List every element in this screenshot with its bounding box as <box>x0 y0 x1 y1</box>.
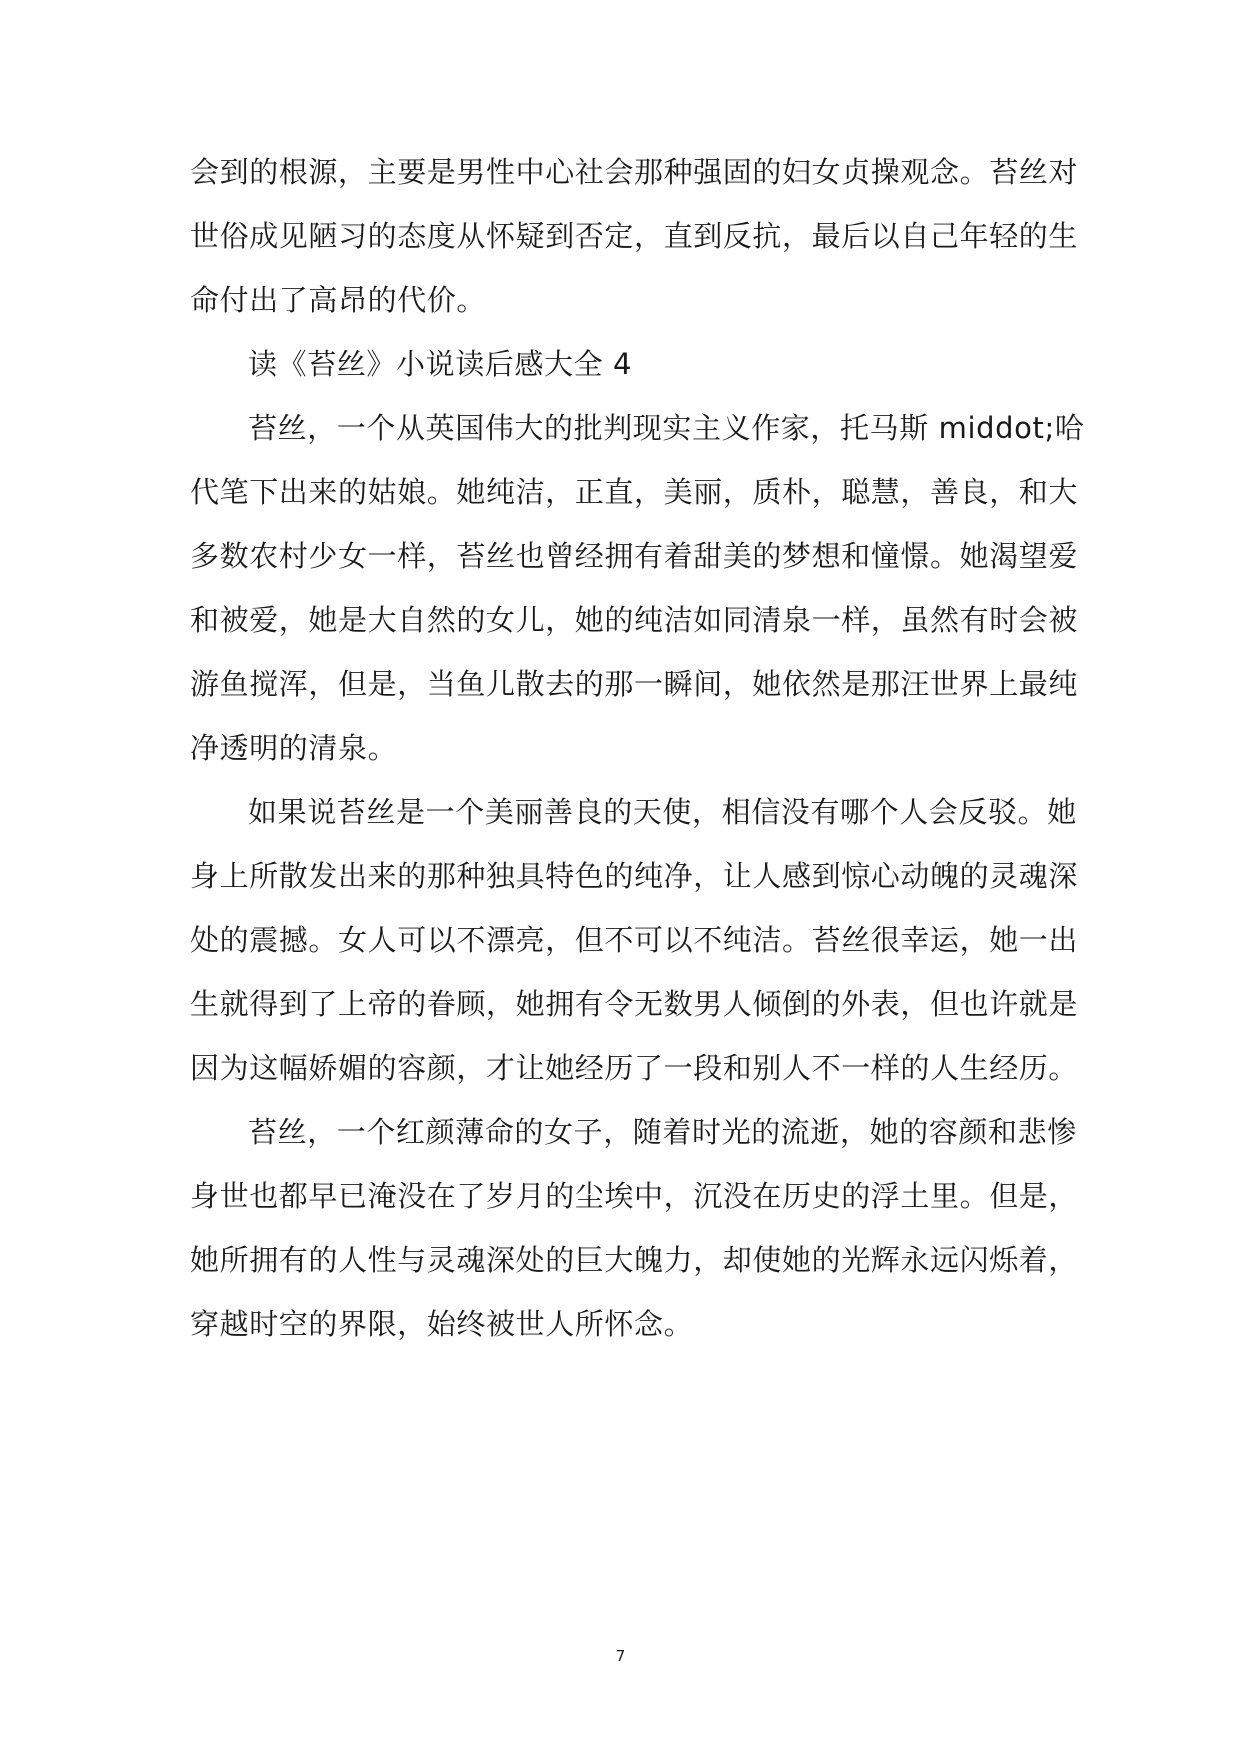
text-line: 身世也都早已淹没在了岁月的尘埃中，沉没在历史的浮土里。但是， <box>190 1179 1079 1213</box>
section-heading: 读《苔丝》小说读后感大全 4 <box>248 347 633 381</box>
body-text <box>190 140 1085 1356</box>
text-line: 如果说苔丝是一个美丽善良的天使，相信没有哪个人会反驳。她 <box>248 795 1077 829</box>
text-line: 多数农村少女一样，苔丝也曾经拥有着甜美的梦想和憧憬。她渴望爱 <box>190 539 1079 573</box>
text-line: 代笔下出来的姑娘。她纯洁，正直，美丽，质朴，聪慧，善良，和大 <box>190 475 1079 509</box>
text-line: 她所拥有的人性与灵魂深处的巨大魄力，却使她的光辉永远闪烁着， <box>190 1243 1079 1277</box>
text-line: 命付出了高昂的代价。 <box>190 283 487 317</box>
text-line: 身上所散发出来的那种独具特色的纯净，让人感到惊心动魄的灵魂深 <box>190 859 1079 893</box>
text-line: 苔丝，一个红颜薄命的女子，随着时光的流逝，她的容颜和悲惨 <box>248 1115 1077 1149</box>
text-line: 苔丝，一个从英国伟大的批判现实主义作家，托马斯 middot;哈 <box>248 411 1085 445</box>
text-line: 游鱼搅浑，但是，当鱼儿散去的那一瞬间，她依然是那汪世界上最纯 <box>190 667 1079 701</box>
text-line: 净透明的清泉。 <box>190 731 398 765</box>
text-line: 处的震撼。女人可以不漂亮，但不可以不纯洁。苔丝很幸运，她一出 <box>190 923 1079 957</box>
page-number: 7 <box>615 1647 626 1665</box>
text-line: 和被爱，她是大自然的女儿，她的纯洁如同清泉一样，虽然有时会被 <box>190 603 1079 637</box>
text-line: 世俗成见陋习的态度从怀疑到否定，直到反抗，最后以自己年轻的生 <box>190 219 1079 253</box>
text-line: 会到的根源，主要是男性中心社会那种强固的妇女贞操观念。苔丝对 <box>190 155 1079 189</box>
text-line: 生就得到了上帝的眷顾，她拥有令无数男人倾倒的外表，但也许就是 <box>190 987 1079 1021</box>
text-line: 因为这幅娇媚的容颜，才让她经历了一段和别人不一样的人生经历。 <box>190 1051 1079 1085</box>
text-line: 穿越时空的界限，始终被世人所怀念。 <box>190 1307 694 1341</box>
